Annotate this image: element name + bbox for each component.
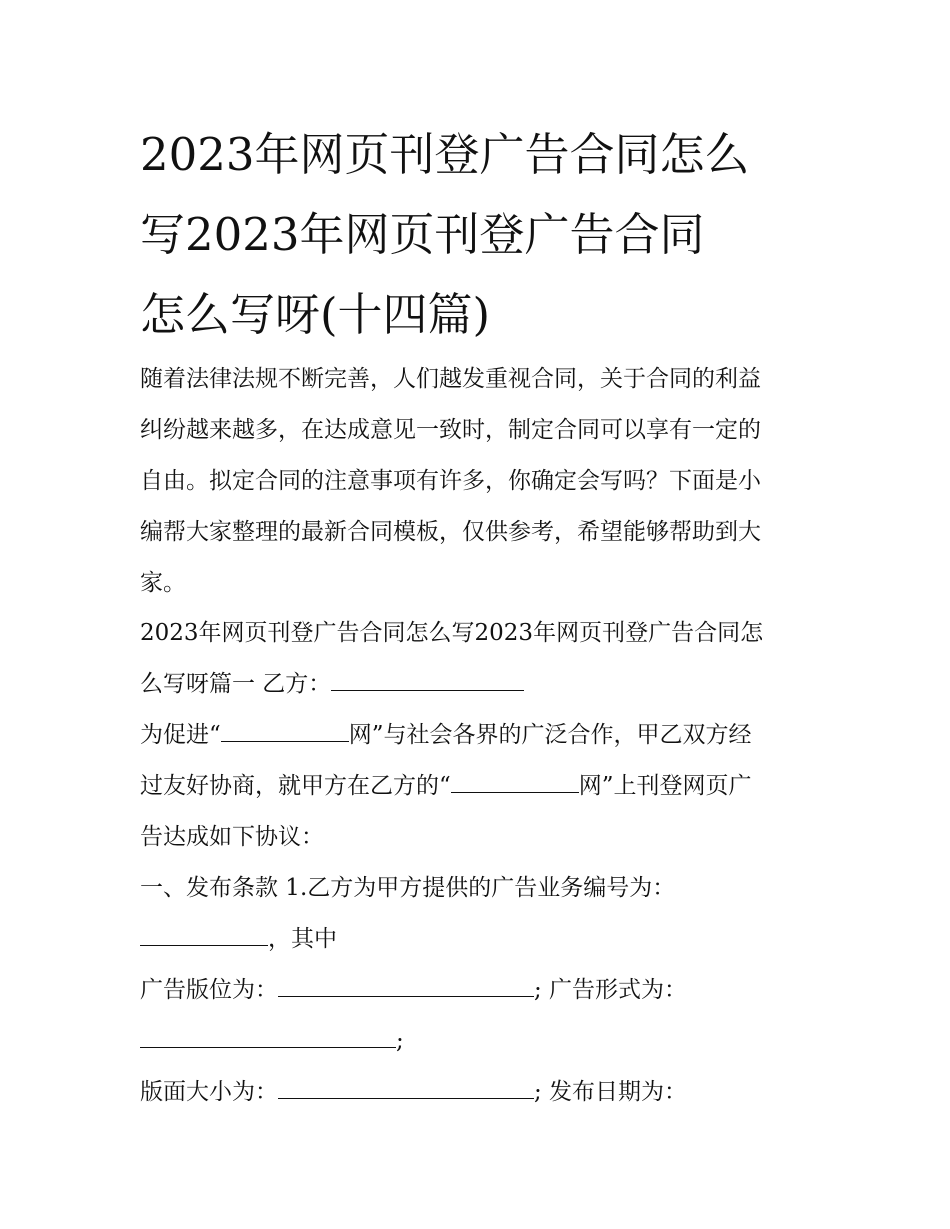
intro-paragraph [140, 354, 820, 609]
text-fragment: 过友好协商，就甲方在乙方的“ [140, 773, 451, 799]
intro-line: 编帮大家整理的最新合同模板，仅供参考，希望能够帮助到大 [140, 519, 761, 545]
title-line-2: 写2023年网页刊登广告合同 [140, 208, 705, 261]
clause-line: 一、发布条款 1.乙方为甲方提供的广告业务编号为： [140, 875, 676, 901]
website-name-blank [221, 723, 349, 742]
party-b-blank [331, 672, 524, 691]
paragraph-line [140, 761, 820, 812]
date-label: ; 发布日期为： [534, 1079, 688, 1105]
ad-position-label: 广告版位为： [140, 977, 278, 1003]
paragraph-line: 告达成如下协议： [140, 824, 324, 850]
paragraph-line [140, 710, 820, 761]
clause-line [140, 914, 820, 965]
title-line-3: 怎么写呀(十四篇) [140, 288, 491, 341]
clause-line [140, 1067, 820, 1118]
text-fragment: 为促进“ [140, 722, 221, 748]
clause-line [140, 1016, 820, 1067]
party-b-label: 么写呀篇一 乙方： [140, 671, 332, 697]
intro-line: 家。 [140, 570, 186, 596]
ad-form-label: ; 广告形式为： [534, 977, 688, 1003]
ad-position-blank [278, 978, 534, 997]
intro-line: 随着法律法规不断完善，人们越发重视合同，关于合同的利益 [140, 366, 761, 392]
document-title [140, 115, 820, 355]
business-number-blank [140, 927, 268, 946]
size-blank [278, 1080, 534, 1099]
section-heading-line: 2023年网页刊登广告合同怎么写2023年网页刊登广告合同怎 [140, 620, 764, 646]
intro-line: 纠纷越来越多，在达成意见一致时，制定合同可以享有一定的 [140, 417, 761, 443]
text-fragment: 网”与社会各界的广泛合作，甲乙双方经 [348, 722, 752, 748]
ad-form-blank [140, 1029, 396, 1048]
text-fragment: ; [396, 1028, 404, 1054]
text-fragment: ，其中 [268, 926, 337, 952]
intro-line: 自由。拟定合同的注意事项有许多，你确定会写吗？下面是小 [140, 468, 761, 494]
title-line-1: 2023年网页刊登广告合同怎么 [140, 128, 750, 181]
size-label: 版面大小为： [140, 1079, 278, 1105]
section-heading-line [140, 659, 820, 710]
clause-line [140, 965, 820, 1016]
website-name-blank [451, 774, 579, 793]
text-fragment: 网”上刊登网页广 [578, 773, 752, 799]
contract-body [140, 608, 820, 1118]
